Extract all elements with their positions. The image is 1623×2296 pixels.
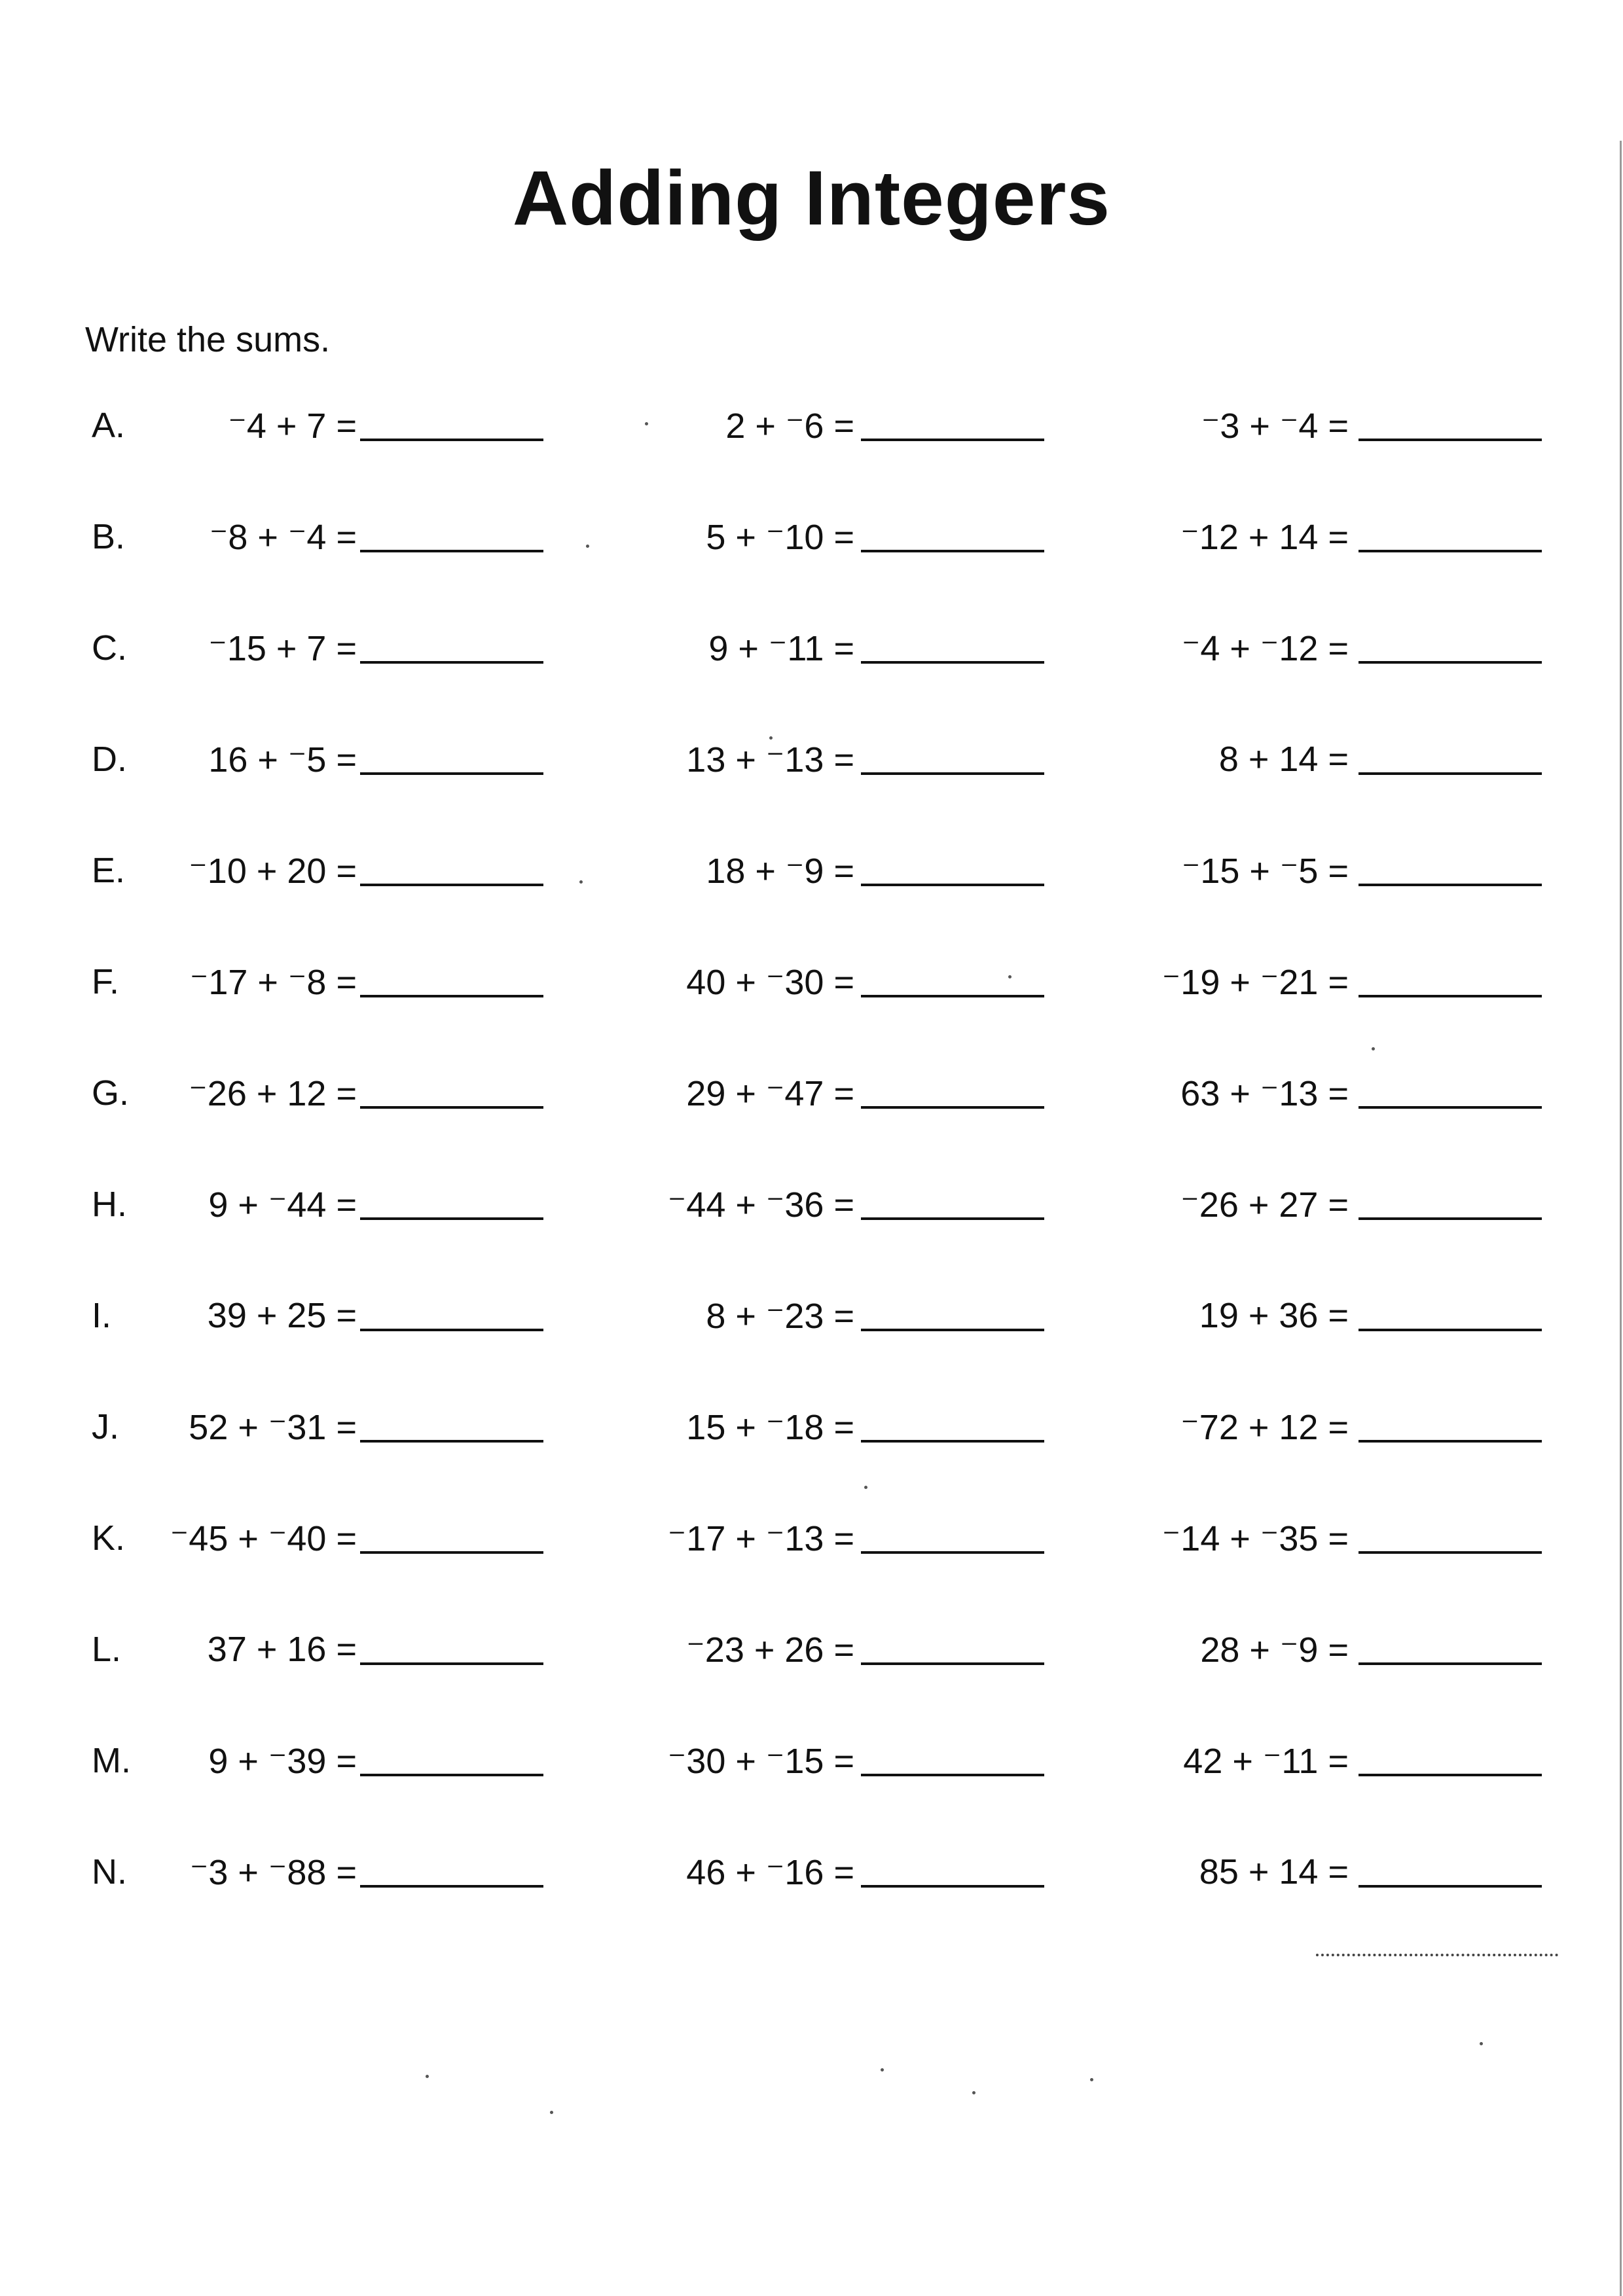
problem-row: [0, 956, 1623, 1008]
scan-speck: [1372, 1047, 1375, 1050]
row-label: H.: [92, 1185, 127, 1224]
problem: ⁻19 + ⁻21 =: [1161, 962, 1349, 1002]
answer-blank[interactable]: [1359, 1217, 1542, 1220]
answer-blank[interactable]: [1359, 1551, 1542, 1554]
row-label: I.: [92, 1296, 112, 1335]
row-label: M.: [92, 1741, 131, 1780]
answer-blank[interactable]: [861, 1106, 1044, 1109]
problem-row: [0, 399, 1623, 452]
problem: 52 + ⁻31 =: [189, 1407, 357, 1447]
problem: 8 + ⁻23 =: [706, 1296, 854, 1336]
problem: 40 + ⁻30 =: [686, 962, 854, 1002]
problem: 85 + 14 =: [1199, 1852, 1349, 1892]
row-label: B.: [92, 517, 126, 556]
answer-blank[interactable]: [861, 995, 1044, 997]
answer-blank[interactable]: [360, 1551, 543, 1554]
problem: ⁻4 + ⁻12 =: [1181, 628, 1349, 668]
row-label: G.: [92, 1073, 130, 1113]
problem: 29 + ⁻47 =: [686, 1073, 854, 1113]
answer-blank[interactable]: [1359, 661, 1542, 664]
row-label: N.: [92, 1852, 127, 1892]
problem: 46 + ⁻16 =: [686, 1852, 854, 1892]
scan-speck: [864, 1486, 867, 1489]
answer-blank[interactable]: [1359, 1329, 1542, 1331]
problem: 28 + ⁻9 =: [1200, 1630, 1349, 1670]
problem: 42 + ⁻11 =: [1183, 1741, 1349, 1781]
problem: ⁻3 + ⁻88 =: [189, 1852, 357, 1892]
problem-row: [0, 1178, 1623, 1230]
answer-blank[interactable]: [360, 661, 543, 664]
answer-blank[interactable]: [861, 1217, 1044, 1220]
scan-speck: [1090, 2078, 1093, 2081]
answer-blank[interactable]: [1359, 1662, 1542, 1665]
answer-blank[interactable]: [1359, 1440, 1542, 1443]
answer-blank[interactable]: [1359, 1774, 1542, 1776]
problem-row: [0, 1401, 1623, 1453]
problem: ⁻10 + 20 =: [189, 851, 357, 891]
problem-row: [0, 1289, 1623, 1342]
answer-blank[interactable]: [861, 1662, 1044, 1665]
problem: 18 + ⁻9 =: [706, 851, 854, 891]
answer-blank[interactable]: [861, 884, 1044, 886]
answer-blank[interactable]: [861, 1551, 1044, 1554]
problem-row: [0, 844, 1623, 897]
answer-blank[interactable]: [360, 1885, 543, 1888]
answer-blank[interactable]: [861, 550, 1044, 552]
problem: ⁻3 + ⁻4 =: [1201, 406, 1349, 446]
problem: 39 + 25 =: [207, 1296, 357, 1335]
problem: ⁻72 + 12 =: [1180, 1407, 1349, 1447]
problem: 8 + 14 =: [1218, 740, 1349, 779]
problem: ⁻23 + 26 =: [686, 1630, 854, 1670]
problem: 9 + ⁻44 =: [208, 1185, 357, 1225]
answer-blank[interactable]: [1359, 439, 1542, 441]
page-title: Adding Integers: [512, 155, 1111, 242]
problem: ⁻15 + ⁻5 =: [1181, 851, 1349, 891]
answer-blank[interactable]: [861, 1774, 1044, 1776]
scan-speck: [586, 545, 589, 548]
answer-blank[interactable]: [360, 550, 543, 552]
answer-blank[interactable]: [1359, 1885, 1542, 1888]
scan-speck: [645, 422, 648, 425]
problem: ⁻44 + ⁻36 =: [667, 1185, 854, 1225]
problem: 9 + ⁻11 =: [708, 628, 854, 668]
scan-speck: [579, 880, 583, 884]
answer-blank[interactable]: [360, 1440, 543, 1443]
problem-row: [0, 622, 1623, 674]
problem: ⁻45 + ⁻40 =: [170, 1518, 357, 1558]
problem-row: [0, 733, 1623, 785]
problem: ⁻12 + 14 =: [1180, 517, 1349, 557]
problem-row: [0, 1846, 1623, 1898]
problem: 37 + 16 =: [207, 1630, 357, 1669]
row-label: F.: [92, 962, 120, 1001]
answer-blank[interactable]: [861, 661, 1044, 664]
problem: ⁻26 + 12 =: [189, 1073, 357, 1113]
scan-speck: [550, 2111, 553, 2114]
problem: 63 + ⁻13 =: [1180, 1073, 1349, 1113]
problem-row: [0, 1623, 1623, 1676]
answer-blank[interactable]: [360, 884, 543, 886]
answer-blank[interactable]: [1359, 772, 1542, 775]
row-label: K.: [92, 1518, 126, 1558]
scan-speck: [426, 2075, 429, 2078]
answer-blank[interactable]: [861, 1329, 1044, 1331]
answer-blank[interactable]: [1359, 884, 1542, 886]
answer-blank[interactable]: [360, 1774, 543, 1776]
answer-blank[interactable]: [861, 1885, 1044, 1888]
row-label: E.: [92, 851, 126, 890]
scan-speck: [972, 2091, 976, 2094]
answer-blank[interactable]: [360, 995, 543, 997]
problem: ⁻15 + 7 =: [208, 628, 357, 668]
dotted-line: [1316, 1954, 1558, 1956]
scan-speck: [769, 736, 773, 740]
problem: ⁻30 + ⁻15 =: [667, 1741, 854, 1781]
answer-blank[interactable]: [360, 1217, 543, 1220]
row-label: D.: [92, 740, 127, 779]
problem: ⁻17 + ⁻8 =: [189, 962, 357, 1002]
answer-blank[interactable]: [360, 1662, 543, 1665]
answer-blank[interactable]: [861, 772, 1044, 775]
answer-blank[interactable]: [861, 1440, 1044, 1443]
problem: 2 + ⁻6 =: [725, 406, 854, 446]
problem-row: [0, 1512, 1623, 1564]
problem: 19 + 36 =: [1199, 1296, 1349, 1335]
answer-blank[interactable]: [360, 439, 543, 441]
row-label: L.: [92, 1630, 122, 1669]
problem: ⁻14 + ⁻35 =: [1161, 1518, 1349, 1558]
row-label: C.: [92, 628, 127, 668]
problem: 16 + ⁻5 =: [208, 740, 357, 780]
answer-blank[interactable]: [1359, 550, 1542, 552]
problem: 15 + ⁻18 =: [686, 1407, 854, 1447]
problem: ⁻4 + 7 =: [228, 406, 357, 446]
answer-blank[interactable]: [861, 439, 1044, 441]
problem: ⁻26 + 27 =: [1180, 1185, 1349, 1225]
problem: 13 + ⁻13 =: [686, 740, 854, 780]
row-label: J.: [92, 1407, 120, 1446]
answer-blank[interactable]: [360, 1329, 543, 1331]
answer-blank[interactable]: [360, 772, 543, 775]
answer-blank[interactable]: [1359, 1106, 1542, 1109]
scan-speck: [881, 2068, 884, 2072]
problem-row: [0, 1734, 1623, 1787]
row-label: A.: [92, 406, 126, 445]
instructions: Write the sums.: [85, 320, 331, 359]
answer-blank[interactable]: [360, 1106, 543, 1109]
scan-speck: [1008, 975, 1012, 978]
answer-blank[interactable]: [1359, 995, 1542, 997]
problem: ⁻17 + ⁻13 =: [667, 1518, 854, 1558]
problem: ⁻8 + ⁻4 =: [209, 517, 357, 557]
problem-row: [0, 1067, 1623, 1119]
problem: 5 + ⁻10 =: [706, 517, 854, 557]
problem-row: [0, 511, 1623, 563]
scan-speck: [1480, 2042, 1483, 2045]
problem: 9 + ⁻39 =: [208, 1741, 357, 1781]
